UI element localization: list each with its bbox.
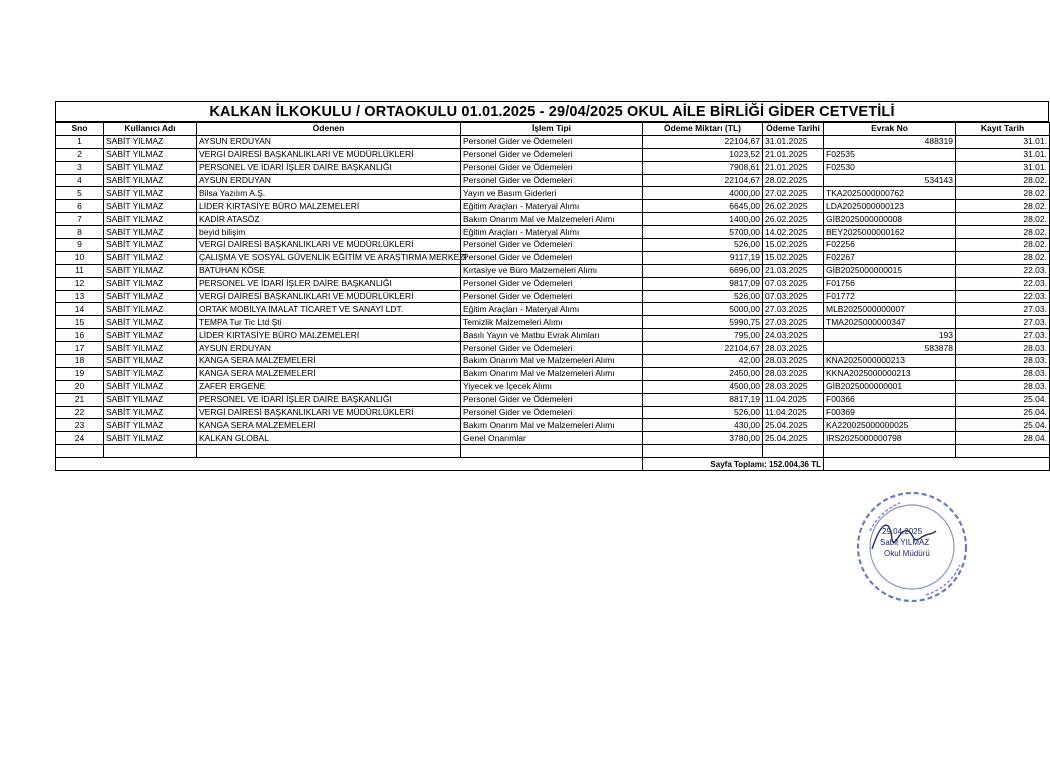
- table-row: [56, 226, 1050, 239]
- row-document-no: TKA2025000000762: [824, 187, 956, 200]
- row-amount: 9817,09: [643, 277, 763, 290]
- row-amount: 8817,19: [643, 393, 763, 406]
- row-transaction-type: Basılı Yayın ve Matbu Evrak Alımları: [461, 329, 643, 342]
- row-sno: 11: [56, 264, 104, 277]
- row-payee: KANGA SERA MALZEMELERİ: [197, 367, 461, 380]
- row-payee: LİDER KIRTASİYE BÜRO MALZEMELERİ: [197, 329, 461, 342]
- empty-cell: [643, 445, 763, 458]
- table-row: [56, 393, 1050, 406]
- row-record-date: 28.04.: [956, 432, 1050, 445]
- row-user: SABİT YILMAZ: [104, 406, 197, 419]
- row-transaction-type: Kırtasiye ve Büro Malzemeleri Alımı: [461, 264, 643, 277]
- row-sno: 13: [56, 290, 104, 303]
- row-document-no: F02267: [824, 251, 956, 264]
- row-user: SABİT YILMAZ: [104, 367, 197, 380]
- row-payment-date: 14.02.2025: [763, 226, 824, 239]
- row-user: SABİT YILMAZ: [104, 303, 197, 316]
- row-record-date: 28.02.: [956, 226, 1050, 239]
- total-spacer: [824, 458, 1050, 471]
- row-sno: 12: [56, 277, 104, 290]
- row-transaction-type: Personel Gider ve Ödemeleri: [461, 239, 643, 252]
- row-sno: 2: [56, 148, 104, 161]
- table-row: [56, 264, 1050, 277]
- row-document-no: 534143: [824, 174, 956, 187]
- row-record-date: 28.02.: [956, 251, 1050, 264]
- table-row: [56, 419, 1050, 432]
- table-row: [56, 161, 1050, 174]
- row-record-date: 27.03.: [956, 303, 1050, 316]
- row-user: SABİT YILMAZ: [104, 355, 197, 368]
- row-transaction-type: Personel Gider ve Ödemeleri: [461, 406, 643, 419]
- column-header: Ödeme Tarihi: [763, 123, 824, 136]
- row-payee: VERGİ DAİRESİ BAŞKANLIKLARI VE MÜDÜRLÜKLERİ: [197, 239, 461, 252]
- signature-role: Okul Müdürü: [884, 549, 930, 558]
- row-transaction-type: Personel Gider ve Ödemeleri: [461, 277, 643, 290]
- row-document-no: MLB2025000000007: [824, 303, 956, 316]
- row-payee: VERGİ DAİRESİ BAŞKANLIKLARI VE MÜDÜRLÜKLERİ: [197, 148, 461, 161]
- row-user: SABİT YILMAZ: [104, 135, 197, 148]
- row-amount: 4500,00: [643, 380, 763, 393]
- table-row: [56, 239, 1050, 252]
- row-sno: 23: [56, 419, 104, 432]
- table-row: [56, 406, 1050, 419]
- column-header: Kayıt Tarih: [956, 123, 1050, 136]
- row-sno: 7: [56, 213, 104, 226]
- row-sno: 16: [56, 329, 104, 342]
- table-row: [56, 432, 1050, 445]
- row-record-date: 28.02.: [956, 200, 1050, 213]
- row-record-date: 27.03.: [956, 316, 1050, 329]
- empty-cell: [763, 445, 824, 458]
- row-payment-date: 21.01.2025: [763, 161, 824, 174]
- row-user: SABİT YILMAZ: [104, 277, 197, 290]
- row-payee: KALKAN GLOBAL: [197, 432, 461, 445]
- row-sno: 10: [56, 251, 104, 264]
- row-record-date: 28.02.: [956, 213, 1050, 226]
- row-payee: VERGİ DAİRESİ BAŞKANLIKLARI VE MÜDÜRLÜKLERİ: [197, 290, 461, 303]
- row-payment-date: 26.02.2025: [763, 200, 824, 213]
- table-row: [56, 355, 1050, 368]
- row-record-date: 28.03.: [956, 355, 1050, 368]
- expense-table: [55, 122, 1050, 471]
- row-transaction-type: Bakım Onarım Mal ve Malzemeleri Alımı: [461, 355, 643, 368]
- table-row: [56, 213, 1050, 226]
- row-payment-date: 25.04.2025: [763, 432, 824, 445]
- row-document-no: F01756: [824, 277, 956, 290]
- row-document-no: KKNA2025000000213: [824, 367, 956, 380]
- expense-sheet: [55, 101, 1047, 479]
- table-row: [56, 187, 1050, 200]
- row-user: SABİT YILMAZ: [104, 251, 197, 264]
- row-record-date: 31.01.: [956, 148, 1050, 161]
- empty-cell: [197, 445, 461, 458]
- row-amount: 2450,00: [643, 367, 763, 380]
- row-record-date: 22.03.: [956, 290, 1050, 303]
- row-record-date: 31.01.: [956, 135, 1050, 148]
- column-header: Sno: [56, 123, 104, 136]
- row-user: SABİT YILMAZ: [104, 264, 197, 277]
- row-record-date: 25.04.: [956, 419, 1050, 432]
- row-record-date: 28.02.: [956, 187, 1050, 200]
- row-user: SABİT YILMAZ: [104, 419, 197, 432]
- row-transaction-type: Eğitim Araçları - Materyal Alımı: [461, 226, 643, 239]
- row-amount: 5990,75: [643, 316, 763, 329]
- column-header: Ödenen: [197, 123, 461, 136]
- row-sno: 19: [56, 367, 104, 380]
- row-amount: 6696,00: [643, 264, 763, 277]
- row-user: SABİT YILMAZ: [104, 290, 197, 303]
- row-record-date: 22.03.: [956, 264, 1050, 277]
- row-payee: TEMPA Tur Tic Ltd Şti: [197, 316, 461, 329]
- row-record-date: 31.01.: [956, 161, 1050, 174]
- row-payment-date: 21.01.2025: [763, 148, 824, 161]
- row-amount: 22104,67: [643, 342, 763, 355]
- row-amount: 795,00: [643, 329, 763, 342]
- row-sno: 17: [56, 342, 104, 355]
- row-user: SABİT YILMAZ: [104, 329, 197, 342]
- empty-cell: [824, 445, 956, 458]
- row-amount: 22104,67: [643, 135, 763, 148]
- row-payee: ZAFER ERGENE: [197, 380, 461, 393]
- row-record-date: 28.03.: [956, 367, 1050, 380]
- row-transaction-type: Personel Gider ve Ödemeleri: [461, 161, 643, 174]
- row-document-no: F00366: [824, 393, 956, 406]
- row-document-no: GİB2025000000008: [824, 213, 956, 226]
- row-payment-date: 26.02.2025: [763, 213, 824, 226]
- row-transaction-type: Bakım Onarım Mal ve Malzemeleri Alımı: [461, 213, 643, 226]
- row-sno: 22: [56, 406, 104, 419]
- row-payee: AYSUN ERDUYAN: [197, 174, 461, 187]
- row-payee: LİDER KIRTASİYE BÜRO MALZEMELERİ: [197, 200, 461, 213]
- row-document-no: IRS2025000000798: [824, 432, 956, 445]
- row-user: SABİT YILMAZ: [104, 148, 197, 161]
- table-row: [56, 174, 1050, 187]
- row-sno: 15: [56, 316, 104, 329]
- row-user: SABİT YILMAZ: [104, 380, 197, 393]
- row-transaction-type: Personel Gider ve Ödemeleri: [461, 148, 643, 161]
- row-payee: Bilsa Yazılım A.Ş.: [197, 187, 461, 200]
- column-header: İşlem Tipi: [461, 123, 643, 136]
- row-amount: 5000,00: [643, 303, 763, 316]
- row-transaction-type: Personel Gider ve Ödemeleri: [461, 342, 643, 355]
- row-sno: 9: [56, 239, 104, 252]
- total-row: [56, 458, 1050, 471]
- empty-cell: [104, 445, 197, 458]
- row-document-no: 583878: [824, 342, 956, 355]
- table-row: [56, 303, 1050, 316]
- empty-cell: [56, 445, 104, 458]
- row-payee: BATUHAN KÖSE: [197, 264, 461, 277]
- row-user: SABİT YILMAZ: [104, 200, 197, 213]
- table-row: [56, 200, 1050, 213]
- empty-cell: [956, 445, 1050, 458]
- row-transaction-type: Eğitim Araçları - Materyal Alımı: [461, 303, 643, 316]
- row-user: SABİT YILMAZ: [104, 226, 197, 239]
- table-row: [56, 277, 1050, 290]
- row-amount: 22104,67: [643, 174, 763, 187]
- row-amount: 42,00: [643, 355, 763, 368]
- row-user: SABİT YILMAZ: [104, 187, 197, 200]
- row-payee: PERSONEL VE İDARİ İŞLER DAİRE BAŞKANLIĞI: [197, 393, 461, 406]
- table-row-empty: [56, 445, 1050, 458]
- row-document-no: F00369: [824, 406, 956, 419]
- table-row: [56, 251, 1050, 264]
- table-row: [56, 290, 1050, 303]
- row-amount: 526,00: [643, 239, 763, 252]
- row-document-no: 193: [824, 329, 956, 342]
- row-sno: 20: [56, 380, 104, 393]
- row-transaction-type: Bakım Onarım Mal ve Malzemeleri Alımı: [461, 419, 643, 432]
- row-amount: 3780,00: [643, 432, 763, 445]
- row-transaction-type: Personel Gider ve Ödemeleri: [461, 251, 643, 264]
- total-spacer: [56, 458, 643, 471]
- row-amount: 9117,19: [643, 251, 763, 264]
- row-transaction-type: Personel Gider ve Ödemeleri: [461, 393, 643, 406]
- row-document-no: GİB2025000000015: [824, 264, 956, 277]
- row-record-date: 22.03.: [956, 277, 1050, 290]
- document-title: KALKAN İLKOKULU / ORTAOKULU 01.01.2025 - 29/04/2025 OKUL AİLE BİRLİĞİ GİDER CETVETİLİ: [55, 101, 1049, 122]
- table-row: [56, 329, 1050, 342]
- column-header: Ödeme Miktarı (TL): [643, 123, 763, 136]
- row-record-date: 28.02.: [956, 239, 1050, 252]
- row-amount: 5700,00: [643, 226, 763, 239]
- row-document-no: F02530: [824, 161, 956, 174]
- table-row: [56, 148, 1050, 161]
- row-payee: KADİR ATASÖZ: [197, 213, 461, 226]
- row-sno: 6: [56, 200, 104, 213]
- row-amount: 6645,00: [643, 200, 763, 213]
- row-payee: ÇALIŞMA VE SOSYAL GÜVENLİK EĞİTİM VE ARAŞTIRMA MERKEZİ: [197, 251, 461, 264]
- row-record-date: 28.02.: [956, 174, 1050, 187]
- row-payment-date: 27.03.2025: [763, 303, 824, 316]
- row-amount: 430,00: [643, 419, 763, 432]
- row-user: SABİT YILMAZ: [104, 174, 197, 187]
- row-record-date: 27.03.: [956, 329, 1050, 342]
- column-header: Evrak No: [824, 123, 956, 136]
- row-document-no: F02535: [824, 148, 956, 161]
- row-document-no: KNA2025000000213: [824, 355, 956, 368]
- table-body: [56, 135, 1050, 470]
- row-payment-date: 31.01.2025: [763, 135, 824, 148]
- table-row: [56, 316, 1050, 329]
- row-payment-date: 21.03.2025: [763, 264, 824, 277]
- row-payee: KANGA SERA MALZEMELERİ: [197, 419, 461, 432]
- row-document-no: F02256: [824, 239, 956, 252]
- row-payment-date: 11.04.2025: [763, 406, 824, 419]
- row-transaction-type: Genel Onarımlar: [461, 432, 643, 445]
- row-payment-date: 11.04.2025: [763, 393, 824, 406]
- table-row: [56, 380, 1050, 393]
- table-row: [56, 342, 1050, 355]
- row-payment-date: 28.03.2025: [763, 367, 824, 380]
- row-record-date: 25.04.: [956, 393, 1050, 406]
- row-document-no: 488319: [824, 135, 956, 148]
- row-payment-date: 28.03.2025: [763, 380, 824, 393]
- row-sno: 14: [56, 303, 104, 316]
- row-sno: 4: [56, 174, 104, 187]
- table-row: [56, 135, 1050, 148]
- row-payment-date: 25.04.2025: [763, 419, 824, 432]
- row-transaction-type: Yayın ve Basım Giderleri: [461, 187, 643, 200]
- row-sno: 5: [56, 187, 104, 200]
- empty-cell: [461, 445, 643, 458]
- row-record-date: 28.03.: [956, 380, 1050, 393]
- row-payment-date: 15.02.2025: [763, 239, 824, 252]
- row-transaction-type: Temizlik Malzemeleri Alımı: [461, 316, 643, 329]
- row-payment-date: 27.02.2025: [763, 187, 824, 200]
- row-transaction-type: Personel Gider ve Ödemeleri: [461, 290, 643, 303]
- row-sno: 1: [56, 135, 104, 148]
- column-header: Kullanıcı Adı: [104, 123, 197, 136]
- row-sno: 24: [56, 432, 104, 445]
- row-payee: VERGİ DAİRESİ BAŞKANLIKLARI VE MÜDÜRLÜKLERİ: [197, 406, 461, 419]
- row-document-no: LDA2025000000123: [824, 200, 956, 213]
- row-payee: ORTAK MOBİLYA İMALAT TİCARET VE SANAYİ LDT.: [197, 303, 461, 316]
- row-document-no: KA220025000000025: [824, 419, 956, 432]
- row-transaction-type: Personel Gider ve Ödemeleri: [461, 174, 643, 187]
- row-user: SABİT YILMAZ: [104, 213, 197, 226]
- row-transaction-type: Eğitim Araçları - Materyal Alımı: [461, 200, 643, 213]
- page-total: Sayfa Toplamı: 152.004,36 TL: [643, 458, 824, 471]
- row-sno: 18: [56, 355, 104, 368]
- row-record-date: 28.03.: [956, 342, 1050, 355]
- row-document-no: GİB2025000000001: [824, 380, 956, 393]
- row-payment-date: 15.02.2025: [763, 251, 824, 264]
- signature-date: 29.04.2025: [882, 527, 923, 536]
- row-user: SABİT YILMAZ: [104, 393, 197, 406]
- row-document-no: TMA2025000000347: [824, 316, 956, 329]
- row-amount: 1400,00: [643, 213, 763, 226]
- row-transaction-type: Yiyecek ve İçecek Alımı: [461, 380, 643, 393]
- row-document-no: BEY2025000000162: [824, 226, 956, 239]
- table-row: [56, 367, 1050, 380]
- row-amount: 7908,61: [643, 161, 763, 174]
- row-document-no: F01772: [824, 290, 956, 303]
- row-transaction-type: Bakım Onarım Mal ve Malzemeleri Alımı: [461, 367, 643, 380]
- row-payment-date: 28.02.2025: [763, 174, 824, 187]
- row-sno: 3: [56, 161, 104, 174]
- row-user: SABİT YILMAZ: [104, 161, 197, 174]
- row-payment-date: 07.03.2025: [763, 277, 824, 290]
- row-payment-date: 27.03.2025: [763, 316, 824, 329]
- row-sno: 8: [56, 226, 104, 239]
- row-payment-date: 28.03.2025: [763, 342, 824, 355]
- row-amount: 4000,00: [643, 187, 763, 200]
- row-transaction-type: Personel Gider ve Ödemeleri: [461, 135, 643, 148]
- row-amount: 526,00: [643, 406, 763, 419]
- table-header-row: [56, 123, 1050, 136]
- row-payment-date: 24.03.2025: [763, 329, 824, 342]
- row-user: SABİT YILMAZ: [104, 342, 197, 355]
- row-user: SABİT YILMAZ: [104, 432, 197, 445]
- row-payment-date: 07.03.2025: [763, 290, 824, 303]
- row-payee: beyid bilişim: [197, 226, 461, 239]
- row-payee: KANGA SERA MALZEMELERİ: [197, 355, 461, 368]
- row-amount: 1023,52: [643, 148, 763, 161]
- signature-name: Sabit YILMAZ: [880, 538, 930, 547]
- row-payee: PERSONEL VE İDARİ İŞLER DAİRE BAŞKANLIĞI: [197, 277, 461, 290]
- row-payment-date: 28.03.2025: [763, 355, 824, 368]
- row-user: SABİT YILMAZ: [104, 316, 197, 329]
- row-amount: 526,00: [643, 290, 763, 303]
- row-sno: 21: [56, 393, 104, 406]
- row-payee: AYSUN ERDUYAN: [197, 342, 461, 355]
- row-payee: AYSUN ERDUYAN: [197, 135, 461, 148]
- row-record-date: 25.04.: [956, 406, 1050, 419]
- row-user: SABİT YILMAZ: [104, 239, 197, 252]
- row-payee: PERSONEL VE İDARİ İŞLER DAİRE BAŞKANLIĞI: [197, 161, 461, 174]
